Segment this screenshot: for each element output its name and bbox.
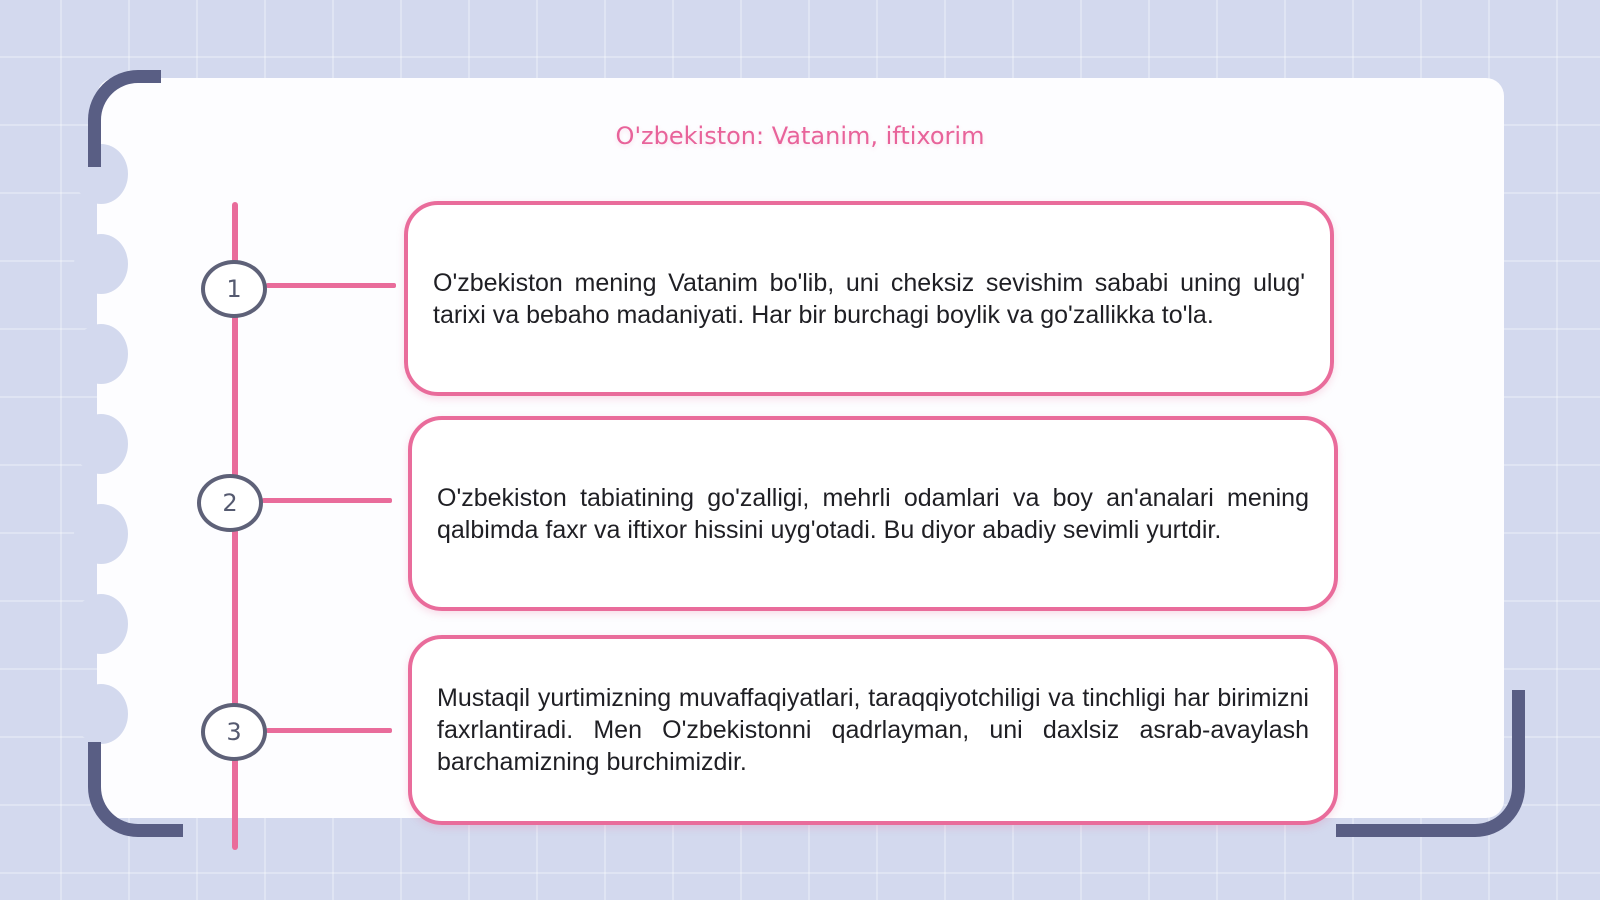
timeline-marker-3 [201, 703, 267, 761]
timeline-item-text: O'zbekiston mening Vatanim bo'lib, uni cheksiz sevishim sababi uning ulug' tarixi va bebaho madaniyati. Har bir burchagi boylik va go'zallikka to'la. [433, 268, 1305, 329]
corner-bracket-top-left [88, 70, 161, 167]
timeline-item-text: O'zbekiston tabiatining go'zalligi, mehrli odamlari va boy an'analari mening qalbimda faxr va iftixor hissini uyg'otadi. Bu diyor abadiy sevimli yurtdir. [437, 483, 1309, 544]
notebook-hole [74, 414, 128, 474]
timeline-marker-2 [197, 474, 263, 532]
notebook-hole [74, 234, 128, 294]
notebook-hole [74, 594, 128, 654]
timeline-text-box-1 [404, 201, 1334, 396]
corner-bracket-bottom-right [1336, 690, 1525, 837]
timeline-text-box-3 [408, 635, 1338, 825]
corner-bracket-bottom-left [88, 742, 183, 837]
marker-number: 2 [222, 489, 238, 517]
notebook-hole [74, 684, 128, 744]
slide-title: O'zbekiston: Vatanim, iftixorim [615, 122, 985, 150]
timeline-connector-2 [262, 498, 392, 503]
notebook-hole [74, 504, 128, 564]
marker-number: 3 [226, 718, 242, 746]
marker-number: 1 [226, 275, 242, 303]
timeline-connector-1 [266, 283, 396, 288]
timeline-text-box-2 [408, 416, 1338, 611]
timeline-item-text: Mustaqil yurtimizning muvaffaqiyatlari, taraqqiyotchiligi va tinchligi har birimizni faxrlantiradi. Men O'zbekistonni qadrlayman, uni daxlsiz asrab-avaylash barchamizning burchimizdir. [437, 684, 1309, 776]
timeline-connector-3 [266, 728, 392, 733]
timeline-marker-1 [201, 260, 267, 318]
notebook-hole [74, 324, 128, 384]
